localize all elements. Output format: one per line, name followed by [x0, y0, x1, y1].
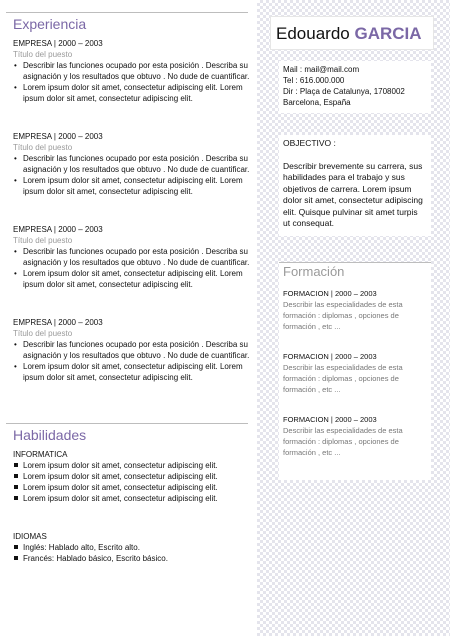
square-bullet-icon	[14, 556, 18, 560]
skill-item: Lorem ipsum dolor sit amet, consectetur adipiscing elit.	[13, 471, 251, 482]
job-title: Título del puesto	[13, 50, 73, 59]
bullet-icon: •	[14, 154, 17, 163]
job-bullet: • Describir las funciones ocupado por esta posición . Describa su asignación y los resultados que obtuvo . No dude de cuantificar.	[14, 247, 250, 267]
job-entry	[13, 224, 251, 290]
square-bullet-icon	[14, 545, 18, 549]
job-bullet: • Lorem ipsum dolor sit amet, consectetur adipiscing elit. Lorem ipsum dolor sit amet, consectetur adipiscing elit.	[14, 362, 243, 382]
job-title: Título del puesto	[13, 236, 73, 245]
job-bullet: • Describir las funciones ocupado por esta posición . Describa su asignación y los resultados que obtuvo . No dude de cuantificar.	[14, 61, 250, 81]
objective-text: Describir brevemente su carrera, sus habilidades para el trabajo y sus objetivos de carrera. Lorem ipsum dolor sit amet, consectetur adipiscing elit. Quisque pulvinar sit amet turpis ut consequat.	[283, 160, 423, 228]
job-header: EMPRESA | 2000 – 2003	[13, 318, 103, 327]
language-item: Francés: Hablado básico, Escrito básico.	[13, 553, 251, 564]
skills-title: Habilidades	[13, 427, 87, 443]
education-entry	[283, 351, 427, 395]
informatica-label: INFORMATICA	[13, 450, 68, 459]
education-entry	[283, 414, 427, 458]
skill-item: Lorem ipsum dolor sit amet, consectetur adipiscing elit.	[13, 460, 251, 471]
bullet-icon: •	[14, 176, 17, 185]
last-name: GARCIA	[354, 24, 422, 43]
job-bullet: • Lorem ipsum dolor sit amet, consectetur adipiscing elit. Lorem ipsum dolor sit amet, consectetur adipiscing elit.	[14, 269, 243, 289]
name-box	[270, 16, 434, 50]
bullet-icon: •	[14, 362, 17, 371]
job-entry	[13, 131, 251, 197]
objective-card	[279, 135, 431, 236]
job-entry	[13, 38, 251, 104]
education-description: Describir las especialidades de esta formación : diplomas , opciones de formación , etc ...	[283, 426, 403, 457]
experience-top-rule	[6, 12, 248, 13]
square-bullet-icon	[14, 496, 18, 500]
job-header: EMPRESA | 2000 – 2003	[13, 132, 103, 141]
objective-title: OBJECTIVO :	[283, 138, 336, 148]
full-name	[276, 24, 422, 44]
education-description: Describir las especialidades de esta formación : diplomas , opciones de formación , etc ...	[283, 300, 403, 331]
first-name: Edouardo	[276, 24, 350, 43]
contact-city: Barcelona, España	[283, 98, 351, 107]
square-bullet-icon	[14, 474, 18, 478]
bullet-icon: •	[14, 247, 17, 256]
idiomas-label: IDIOMAS	[13, 532, 47, 541]
contact-card	[279, 61, 431, 113]
education-header: FORMACION | 2000 – 2003	[283, 289, 377, 298]
job-bullet: • Describir las funciones ocupado por esta posición . Describa su asignación y los resultados que obtuvo . No dude de cuantificar.	[14, 154, 250, 174]
square-bullet-icon	[14, 485, 18, 489]
job-title: Título del puesto	[13, 143, 73, 152]
bullet-icon: •	[14, 61, 17, 70]
education-card	[279, 262, 431, 480]
contact-mail: Mail : mail@mail.com	[283, 65, 360, 74]
education-header: FORMACION | 2000 – 2003	[283, 415, 377, 424]
bullet-icon: •	[14, 269, 17, 278]
skills-informatica	[13, 449, 251, 504]
job-bullet: • Lorem ipsum dolor sit amet, consectetur adipiscing elit. Lorem ipsum dolor sit amet, consectetur adipiscing elit.	[14, 176, 243, 196]
experience-title: Experiencia	[13, 16, 87, 32]
job-bullet: • Describir las funciones ocupado por esta posición . Describa su asignación y los resultados que obtuvo . No dude de cuantificar.	[14, 340, 250, 360]
job-entry	[13, 317, 251, 383]
bullet-icon: •	[14, 83, 17, 92]
job-bullet: • Lorem ipsum dolor sit amet, consectetur adipiscing elit. Lorem ipsum dolor sit amet, consectetur adipiscing elit.	[14, 83, 243, 103]
education-title: Formación	[283, 264, 345, 279]
skills-idiomas	[13, 531, 251, 564]
skill-item: Lorem ipsum dolor sit amet, consectetur adipiscing elit.	[13, 493, 251, 504]
job-header: EMPRESA | 2000 – 2003	[13, 39, 103, 48]
skills-top-rule	[6, 423, 248, 424]
square-bullet-icon	[14, 463, 18, 467]
contact-tel: Tel : 616.000.000	[283, 76, 345, 85]
job-title: Título del puesto	[13, 329, 73, 338]
education-top-rule	[279, 262, 431, 263]
bullet-icon: •	[14, 340, 17, 349]
job-header: EMPRESA | 2000 – 2003	[13, 225, 103, 234]
skill-item: Lorem ipsum dolor sit amet, consectetur adipiscing elit.	[13, 482, 251, 493]
education-entry	[283, 288, 427, 332]
education-header: FORMACION | 2000 – 2003	[283, 352, 377, 361]
contact-address: Dir : Plaça de Catalunya, 1708002	[283, 87, 405, 96]
language-item: Inglés: Hablado alto, Escrito alto.	[13, 542, 251, 553]
education-description: Describir las especialidades de esta formación : diplomas , opciones de formación , etc ...	[283, 363, 403, 394]
